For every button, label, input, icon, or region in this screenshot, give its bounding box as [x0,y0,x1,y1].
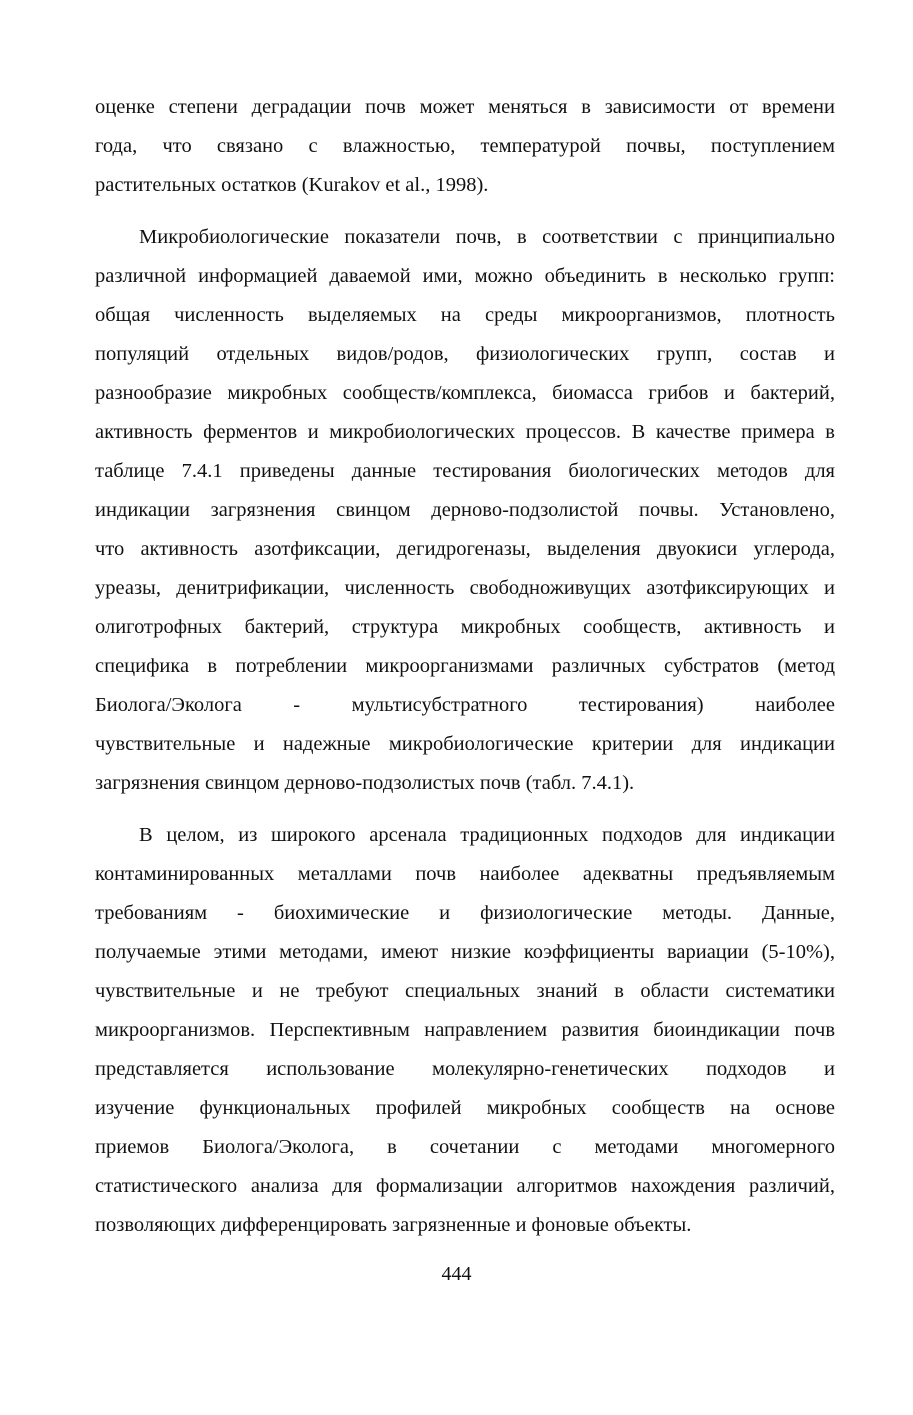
text-line: микроорганизмов. Перспективным направлением развития биоиндикации почв [95,1019,835,1041]
text-line: оценке степени деградации почв может меняться в зависимости от времени [95,96,835,118]
text-line: контаминированных металлами почв наиболее адекватны предъявляемым [95,863,835,885]
text-line: В целом, из широкого арсенала традиционных подходов для индикации [139,824,835,846]
text-line: требованиям - биохимические и физиологические методы. Данные, [95,902,835,924]
paragraph-gap [95,803,835,816]
paragraph-1 [95,88,835,205]
text-line: специфика в потреблении микроорганизмами различных субстратов (метод [95,655,835,677]
text-line: олиготрофных бактерий, структура микробных сообществ, активность и [95,616,835,638]
text-line: популяций отдельных видов/родов, физиологических групп, состав и [95,343,835,365]
paragraph-gap [95,205,835,218]
text-line: Микробиологические показатели почв, в соответствии с принципиально [139,226,835,248]
text-line: разнообразие микробных сообществ/комплекса, биомасса грибов и бактерий, [95,382,835,404]
text-line: загрязнения свинцом дерново-подзолистых почв (табл. 7.4.1). [95,772,635,794]
text-line: Биолога/Эколога - мультисубстратного тестирования) наиболее [95,694,835,716]
text-line: различной информацией даваемой ими, можно объединить в несколько групп: [95,265,835,287]
text-line: уреазы, денитрификации, численность свободноживущих азотфиксирующих и [95,577,835,599]
paragraph-3 [95,816,835,1245]
text-line: приемов Биолога/Эколога, в сочетании с методами многомерного [95,1136,835,1158]
text-line: растительных остатков (Kurakov et al., 1998). [95,174,489,196]
text-line: таблице 7.4.1 приведены данные тестирования биологических методов для [95,460,835,482]
text-line: индикации загрязнения свинцом дерново-подзолистой почвы. Установлено, [95,499,835,521]
text-line: чувствительные и не требуют специальных знаний в области систематики [95,980,835,1002]
page-body [95,88,835,1245]
text-line: чувствительные и надежные микробиологические критерии для индикации [95,733,835,755]
paragraph-2 [95,218,835,803]
text-line: года, что связано с влажностью, температурой почвы, поступлением [95,135,835,157]
text-line: изучение функциональных профилей микробных сообществ на основе [95,1097,835,1119]
page-number: 444 [441,1263,472,1285]
text-line: что активность азотфиксации, дегидрогеназы, выделения двуокиси углерода, [95,538,835,560]
text-line: статистического анализа для формализации алгоритмов нахождения различий, [95,1175,835,1197]
text-line: общая численность выделяемых на среды микроорганизмов, плотность [95,304,835,326]
text-line: активность ферментов и микробиологических процессов. В качестве примера в [95,421,835,443]
text-line: получаемые этими методами, имеют низкие коэффициенты вариации (5-10%), [95,941,835,963]
text-line: представляется использование молекулярно-генетических подходов и [95,1058,835,1080]
text-line: позволяющих дифференцировать загрязненные и фоновые объекты. [95,1214,692,1236]
